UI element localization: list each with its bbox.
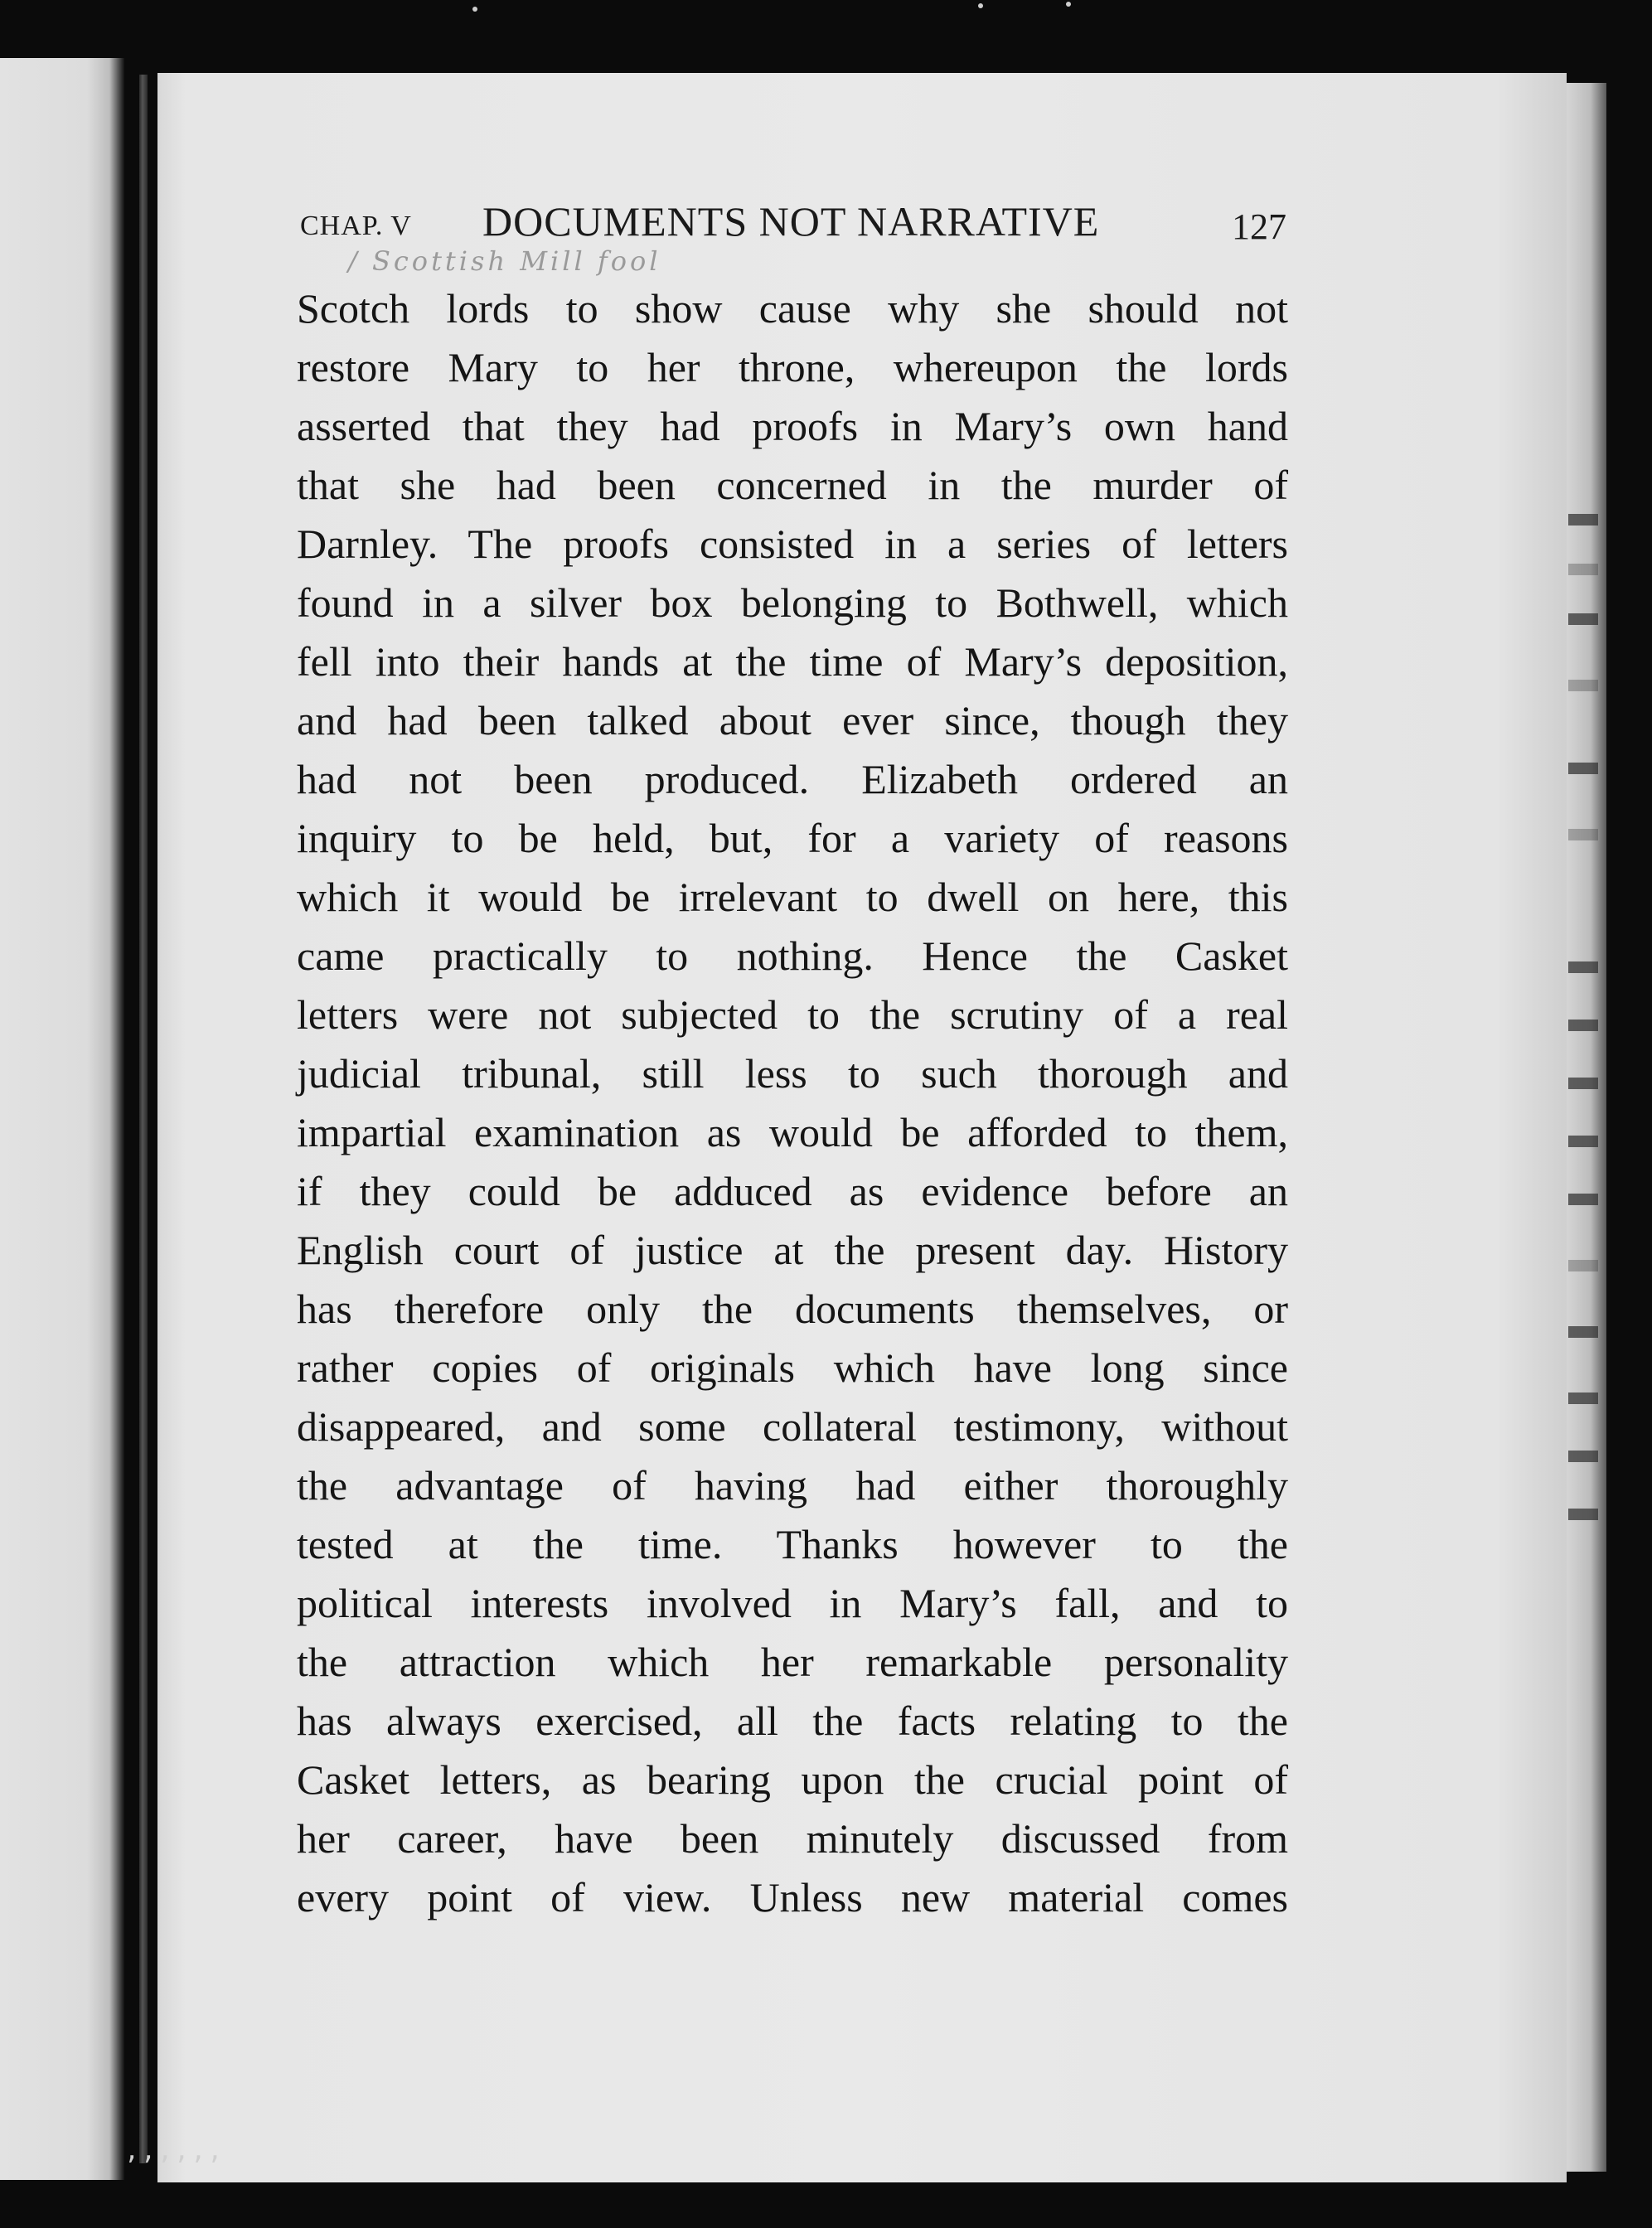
text-line: the advantage of having had either thoroughly [297,1462,1288,1509]
text-line: her career, have been minutely discussed from [297,1815,1288,1862]
facing-page-edge [0,58,124,2180]
text-line: that she had been concerned in the murder of [297,462,1288,508]
text-line: impartial examination as would be afforded to them, [297,1109,1288,1155]
bleed-mark [1568,1020,1598,1031]
bleed-mark [1568,1260,1598,1271]
text-line: had not been produced. Elizabeth ordered an [297,756,1288,802]
text-line: English court of justice at the present day. History [297,1227,1288,1273]
bleed-mark [1568,1392,1598,1404]
text-line: every point of view. Unless new material comes [297,1874,1288,1920]
page-number: 127 [1232,206,1286,247]
text-line: Scotch lords to show cause why she should not [297,285,1288,332]
text-line: if they could be adduced as evidence before an [297,1168,1288,1214]
bleed-through-marks [1568,514,1601,1633]
text-line: has always exercised, all the facts relating to the [297,1698,1288,1744]
text-line: Casket letters, as bearing upon the crucial point of [297,1756,1288,1803]
gutter-specks: ,,,,,, [124,2137,225,2166]
text-line: disappeared, and some collateral testimony, without [297,1403,1288,1450]
bleed-mark [1568,763,1598,774]
text-line: fell into their hands at the time of Mary’s deposition, [297,638,1288,685]
bleed-mark [1568,1326,1598,1338]
binding-gutter [139,75,148,2163]
pencil-annotation: / Scottish Mill fool [348,245,661,277]
text-line: restore Mary to her throne, whereupon the lords [297,344,1288,390]
bleed-mark [1568,961,1598,973]
text-line: has therefore only the documents themselves, or [297,1286,1288,1332]
text-line: letters were not subjected to the scrutiny of a real [297,991,1288,1038]
chapter-label: CHAP. V [300,211,412,241]
bleed-mark [1568,1509,1598,1520]
text-line: which it would be irrelevant to dwell on here, this [297,874,1288,920]
text-line: judicial tribunal, still less to such thorough and [297,1050,1288,1097]
bleed-mark [1568,1078,1598,1089]
bleed-mark [1568,1194,1598,1205]
text-line: asserted that they had proofs in Mary’s own hand [297,403,1288,449]
scan-speck [1066,2,1071,7]
text-line: came practically to nothing. Hence the Casket [297,932,1288,979]
body-text [297,279,1288,1927]
bleed-mark [1568,564,1598,575]
bleed-mark [1568,829,1598,840]
bleed-mark [1568,514,1598,526]
text-line: and had been talked about ever since, though they [297,697,1288,743]
text-line: rather copies of originals which have long since [297,1344,1288,1391]
text-line: Darnley. The proofs consisted in a series of letters [297,521,1288,567]
bleed-mark [1568,613,1598,625]
text-line: inquiry to be held, but, for a variety of reasons [297,815,1288,861]
scan-speck [472,7,477,12]
running-title: DOCUMENTS NOT NARRATIVE [482,198,1100,245]
bleed-mark [1568,1451,1598,1462]
text-line: found in a silver box belonging to Bothwell, which [297,579,1288,626]
scan-specks [0,0,1652,25]
text-line: tested at the time. Thanks however to the [297,1521,1288,1567]
text-line: the attraction which her remarkable personality [297,1639,1288,1685]
bleed-mark [1568,1136,1598,1147]
text-line: political interests involved in Mary’s fall, and to [297,1580,1288,1626]
scan-speck [978,3,983,8]
bleed-mark [1568,680,1598,691]
